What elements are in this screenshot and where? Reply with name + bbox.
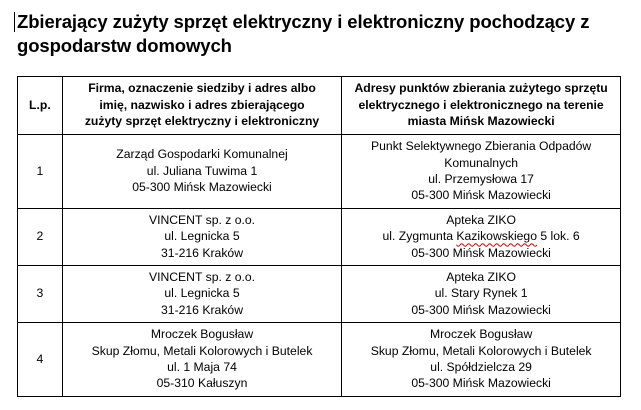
addr-line: 05-300 Mińsk Mazowiecki — [411, 302, 551, 317]
table-row — [18, 266, 621, 323]
firm-line: 05-310 Kałuszyn — [156, 376, 248, 391]
spellcheck-flagged-word: Kazikowskiego — [456, 229, 537, 244]
document-title-line-1: Zbierający zużyty sprzęt elektryczny i elektroniczny pochodzący z — [17, 11, 590, 32]
table-row — [18, 323, 621, 397]
cell-addr — [342, 135, 621, 209]
firm-line: ul. Juliana Tuwima 1 — [146, 163, 258, 178]
firm-line: VINCENT sp. z o.o. — [148, 212, 256, 227]
addr-line: Mroczek Bogusław — [429, 327, 533, 342]
firm-line: ul. Legnicka 5 — [164, 229, 240, 244]
addr-line: 05-300 Mińsk Mazowiecki — [411, 376, 551, 391]
row-number: 3 — [36, 286, 44, 301]
cell-lp — [18, 323, 63, 397]
cell-lp — [18, 135, 63, 209]
header-lp-label: L.p. — [29, 97, 51, 112]
header-firm-line: zużyty sprzęt elektryczny i elektroniczny — [84, 114, 320, 129]
header-addr-line: Adresy punktów zbierania zużytego sprzętu — [354, 81, 608, 96]
text-cursor — [14, 12, 15, 32]
addr-line: Komunalnych — [444, 155, 519, 170]
cell-firm — [62, 323, 341, 397]
header-addr — [342, 77, 621, 135]
firm-line: VINCENT sp. z o.o. — [148, 269, 256, 284]
addr-line — [346, 228, 616, 244]
collectors-table — [17, 76, 621, 397]
firm-line: 05-300 Mińsk Mazowiecki — [132, 180, 272, 195]
cell-addr — [342, 209, 621, 266]
header-firm-line: imię, nazwisko i adres zbierającego — [99, 97, 305, 112]
document-title — [17, 10, 627, 58]
table-row — [18, 209, 621, 266]
document-title-line-2: gospodarstw domowych — [17, 35, 232, 56]
addr-line: Skup Złomu, Metali Kolorowych i Butelek — [370, 343, 592, 358]
firm-line: Mroczek Bogusław — [150, 327, 254, 342]
cell-addr — [342, 266, 621, 323]
firm-line: ul. 1 Maja 74 — [167, 360, 237, 374]
header-addr-line: elektrycznego i elektronicznego na terenie — [358, 97, 604, 112]
table-header-row — [18, 77, 621, 135]
addr-line: Apteka ZIKO — [446, 269, 516, 284]
cell-lp — [18, 266, 63, 323]
header-firm-line: Firma, oznaczenie siedziby i adres albo — [88, 81, 316, 96]
addr-line: ul. Stary Rynek 1 — [434, 286, 528, 301]
cell-firm — [62, 135, 341, 209]
header-lp — [18, 77, 63, 135]
addr-line: Punkt Selektywnego Zbierania Odpadów — [371, 139, 592, 154]
firm-line: Skup Złomu, Metali Kolorowych i Butelek — [91, 343, 313, 358]
cell-addr — [342, 323, 621, 397]
addr-line: Apteka ZIKO — [446, 212, 516, 227]
addr-street-prefix: ul. Zygmunta — [382, 229, 457, 244]
row-number: 4 — [36, 351, 44, 366]
row-number: 2 — [36, 229, 44, 244]
cell-lp — [18, 209, 63, 266]
cell-firm — [62, 209, 341, 266]
firm-line: Zarząd Gospodarki Komunalnej — [116, 147, 288, 162]
cell-firm — [62, 266, 341, 323]
addr-line: 05-300 Mińsk Mazowiecki — [411, 188, 551, 203]
header-firm — [62, 77, 341, 135]
firm-line: ul. Legnicka 5 — [164, 286, 240, 301]
row-number: 1 — [36, 163, 44, 178]
header-addr-line: miasta Mińsk Mazowiecki — [407, 114, 555, 129]
firm-line: 31-216 Kraków — [161, 302, 243, 317]
addr-line: 05-300 Mińsk Mazowiecki — [411, 245, 551, 260]
firm-line: 31-216 Kraków — [161, 245, 243, 260]
addr-line: ul. Spółdzielcza 29 — [430, 360, 532, 374]
table-row — [18, 135, 621, 209]
addr-street-suffix: 5 lok. 6 — [537, 229, 580, 244]
addr-line: ul. Przemysłowa 17 — [428, 172, 534, 186]
